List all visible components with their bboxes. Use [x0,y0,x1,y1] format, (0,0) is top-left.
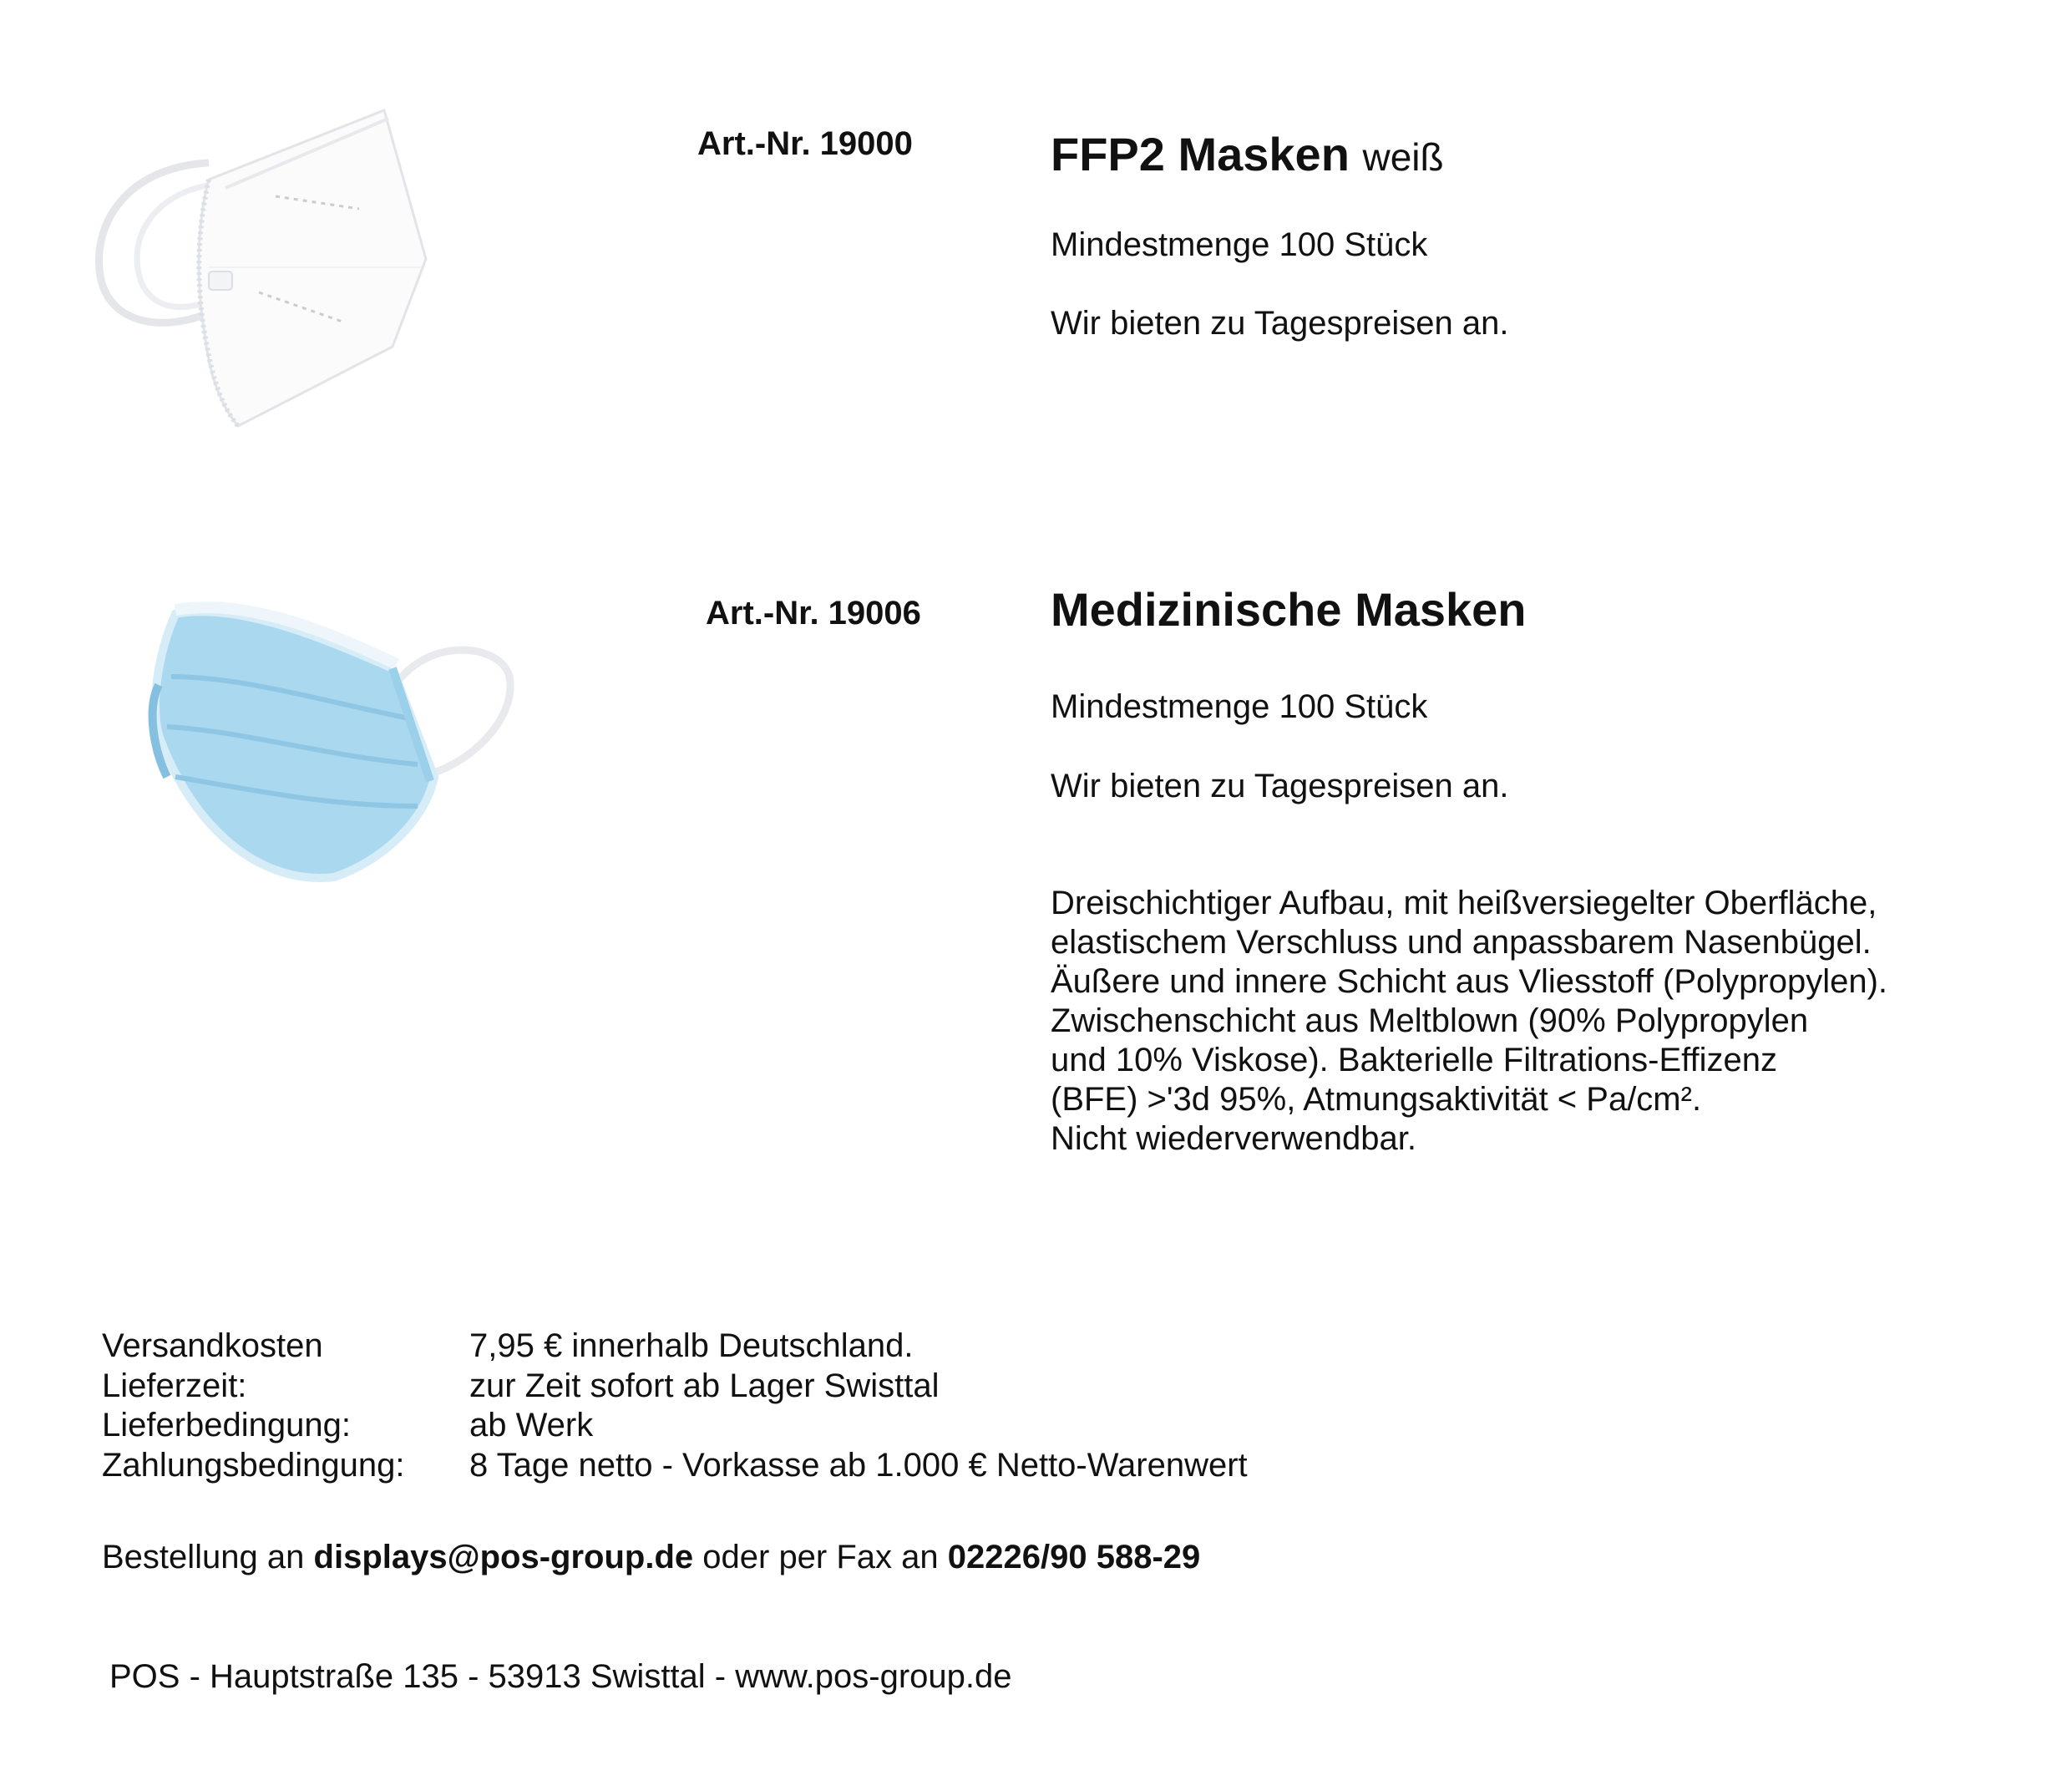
ffp2-mask-icon [92,100,434,434]
terms-row [102,1367,1248,1407]
terms-value: zur Zeit sofort ab Lager Swisttal [469,1367,940,1404]
product-2-art-nr: Art.-Nr. 19006 [706,595,921,632]
terms-value: ab Werk [469,1407,594,1443]
terms-table [102,1327,1248,1485]
product-1-price-note: Wir bieten zu Tagespreisen an. [1051,305,1509,342]
order-email-link[interactable]: displays@pos-group.de [313,1539,694,1575]
description-line: Nicht wiederverwendbar. [1051,1120,1416,1157]
product-2-price-note: Wir bieten zu Tagespreisen an. [1051,768,1509,804]
order-info [102,1539,1200,1576]
product-1-title-main: FFP2 Masken [1051,128,1350,180]
terms-label: Zahlungsbedingung: [102,1446,405,1484]
terms-label: Versandkosten [102,1327,323,1364]
description-line: und 10% Viskose). Bakterielle Filtrations-Effizenz [1051,1042,1778,1078]
description-line: (BFE) >'3d 95%, Atmungsaktivität < Pa/cm². [1051,1081,1702,1118]
medical-mask-image [142,585,518,885]
order-middle: oder per Fax an [702,1539,939,1575]
product-2-description [1051,884,1887,1159]
terms-label: Lieferzeit: [102,1367,247,1404]
product-2-title: Medizinische Masken [1051,583,1527,636]
terms-row [102,1446,1248,1486]
terms-label: Lieferbedingung: [102,1407,352,1443]
description-line: Zwischenschicht aus Meltblown (90% Polypropylen [1051,1002,1809,1039]
terms-value: 8 Tage netto - Vorkasse ab 1.000 € Netto-Warenwert [469,1446,1248,1484]
description-line: Dreischichtiger Aufbau, mit heißversiegelter Oberfläche, [1051,885,1877,921]
terms-value: 7,95 € innerhalb Deutschland. [469,1327,914,1364]
product-2-min-qty: Mindestmenge 100 Stück [1051,688,1428,725]
product-1-title [1051,127,1444,181]
order-fax-number: 02226/90 588-29 [947,1539,1201,1575]
description-line: elastischem Verschluss und anpassbarem Nasenbügel. [1051,924,1872,961]
terms-row [102,1406,1248,1446]
product-1-min-qty: Mindestmenge 100 Stück [1051,226,1428,263]
footer-address: POS - Hauptstraße 135 - 53913 Swisttal - www.pos-group.de [109,1658,1012,1695]
medical-mask-icon [142,585,518,885]
ffp2-mask-image [92,100,434,434]
description-line: Äußere und innere Schicht aus Vliesstoff (Polypropylen). [1051,963,1888,1000]
order-prefix: Bestellung an [102,1539,305,1575]
product-1-art-nr: Art.-Nr. 19000 [697,125,913,162]
product-1-title-suffix: weiß [1362,135,1444,179]
terms-row [102,1327,1248,1367]
